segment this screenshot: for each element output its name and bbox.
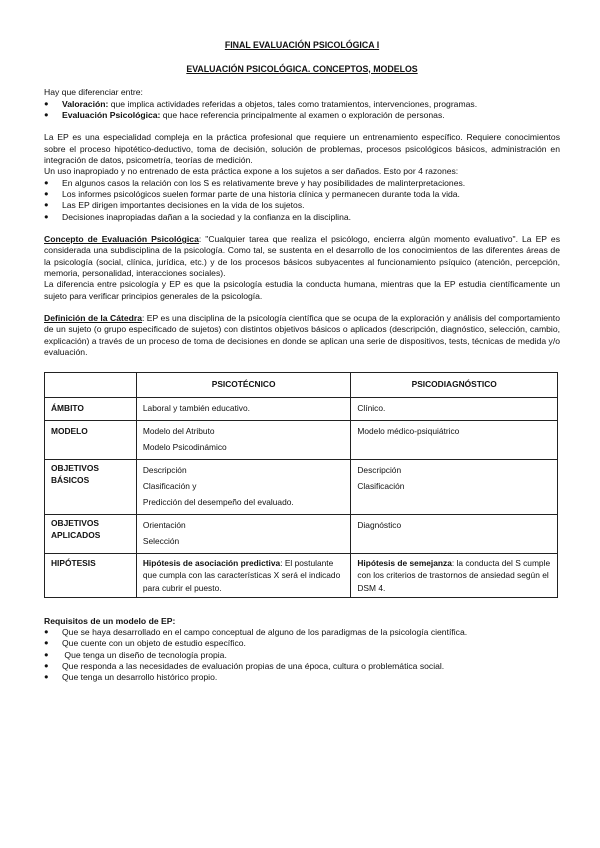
table-cell: Descripción Clasificación y Predicción del desempeño del evaluado.: [136, 460, 351, 515]
difference-paragraph: La diferencia entre psicología y EP es que la psicología estudia la conducta humana, mientras que la EP estudia científicamente un sujeto para verificar principios generales de la psicología.: [44, 279, 560, 301]
reasons-intro: Un uso inapropiado y no entrenado de esta práctica expone a los sujetos a ser dañados. Esto por 4 razones:: [44, 166, 459, 177]
table-cell: Diagnóstico: [351, 515, 558, 554]
document-title: FINAL EVALUACIÓN PSICOLÓGICA I: [224, 40, 380, 50]
concept-label: Concepto de Evaluación Psicológica: [44, 234, 199, 244]
table-row: [45, 554, 558, 598]
differ-list: [44, 99, 560, 122]
table-cell: Modelo médico-psiquiátrico: [351, 421, 558, 460]
table-row: [45, 460, 558, 515]
table-cell: Hipótesis de asociación predictiva: El postulante que cumpla con las características X será el indicado para cubrir el puesto.: [136, 554, 351, 598]
paragraph-ep: La EP es una especialidad compleja en la práctica profesional que requiere un entrenamiento específico. Requiere conocimientos sobre el proceso hipotético-deductivo, toma de decisión, solución de problemas, procesos psicológicos básicos, administración en integración de datos, psicometría, teorías de medición.: [44, 132, 560, 165]
row-header: HIPÓTESIS: [45, 554, 137, 598]
column-header: PSICOTÉCNICO: [136, 373, 351, 398]
table-cell: Orientación Selección: [136, 515, 351, 554]
definition-paragraph: Definición de la Cátedra: EP es una disciplina de la psicología científica que se ocupa de la exploración y análisis del comportamiento de un sujeto (o grupo especificado de sujetos) con distintos objetivos básicos o aplicados (descripción, diagnóstico, selección, cambio, explicación) a través de un proceso de toma de decisiones en donde se aplican una serie de dispositivos, tests, técnicas de medida y/o evaluación.: [44, 313, 560, 358]
requirements-list: [44, 627, 560, 684]
table-cell: Descripción Clasificación: [351, 460, 558, 515]
definition-label: Definición de la Cátedra: [44, 313, 142, 324]
table-row: [45, 515, 558, 554]
reasons-list: [44, 178, 560, 223]
list-item: ● En algunos casos la relación con los S es relativamente breve y hay posibilidades de malinterpretaciones.: [44, 178, 560, 189]
list-item: ● Que responda a las necesidades de evaluación propias de una época, cultura o problemática social.: [44, 661, 560, 672]
section-title: EVALUACIÓN PSICOLÓGICA. CONCEPTOS, MODELOS: [186, 63, 418, 74]
list-item: ● Que se haya desarrollado en el campo conceptual de alguno de los paradigmas de la psicología científica.: [44, 627, 560, 638]
list-item: ● Que tenga un desarrollo histórico propio.: [44, 672, 560, 683]
table-row: [45, 398, 558, 421]
intro-text: Hay que diferenciar entre:: [44, 87, 143, 98]
table-cell: Hipótesis de semejanza: la conducta del S cumple con los criterios de trastornos de ansiedad según el DSM 4.: [351, 554, 558, 598]
list-item: ● Que cuente con un objeto de estudio específico.: [44, 638, 560, 649]
list-item: ● Que tenga un diseño de tecnología propia.: [44, 650, 560, 661]
document-page: [44, 40, 560, 684]
column-header: PSICODIAGNÓSTICO: [351, 373, 558, 398]
list-item: ● Los informes psicológicos suelen formar parte de una historia clínica y permanecen durante toda la vida.: [44, 189, 560, 200]
row-header: MODELO: [45, 421, 137, 460]
table-cell: Modelo del Atributo Modelo Psicodinámico: [136, 421, 351, 460]
table-header-row: [45, 373, 558, 398]
comparison-table: [44, 372, 558, 597]
row-header: OBJETIVOS BÁSICOS: [45, 460, 137, 515]
concept-paragraph: Concepto de Evaluación Psicológica: "Cualquier tarea que realiza el psicólogo, encierra algún momento evaluativo". La EP es considerada una subdisciplina de la psicología. Como tal, se sustenta en el desarrollo de los conocimientos de las diferentes áreas de la psicología (social, clínica, jurídica, etc.) y de los procesos básicos subyacentes al funcionamiento psíquico (atención, percepción, memoria, personalidad, interacciones sociales).: [44, 234, 560, 279]
requirements-title: Requisitos de un modelo de EP:: [44, 615, 176, 626]
list-item: ● Valoración: que implica actividades referidas a objetos, tales como tratamientos, intervenciones, programas.: [44, 99, 560, 110]
list-item: ● Evaluación Psicológica: que hace referencia principalmente al examen o exploración de personas.: [44, 110, 560, 121]
list-item: ● Decisiones inapropiadas dañan a la sociedad y la confianza en la disciplina.: [44, 212, 560, 223]
row-header: ÁMBITO: [45, 398, 137, 421]
row-header: OBJETIVOS APLICADOS: [45, 515, 137, 554]
table-cell: Laboral y también educativo.: [136, 398, 351, 421]
table-cell: Clínico.: [351, 398, 558, 421]
table-row: [45, 421, 558, 460]
list-item: ● Las EP dirigen importantes decisiones en la vida de los sujetos.: [44, 200, 560, 211]
